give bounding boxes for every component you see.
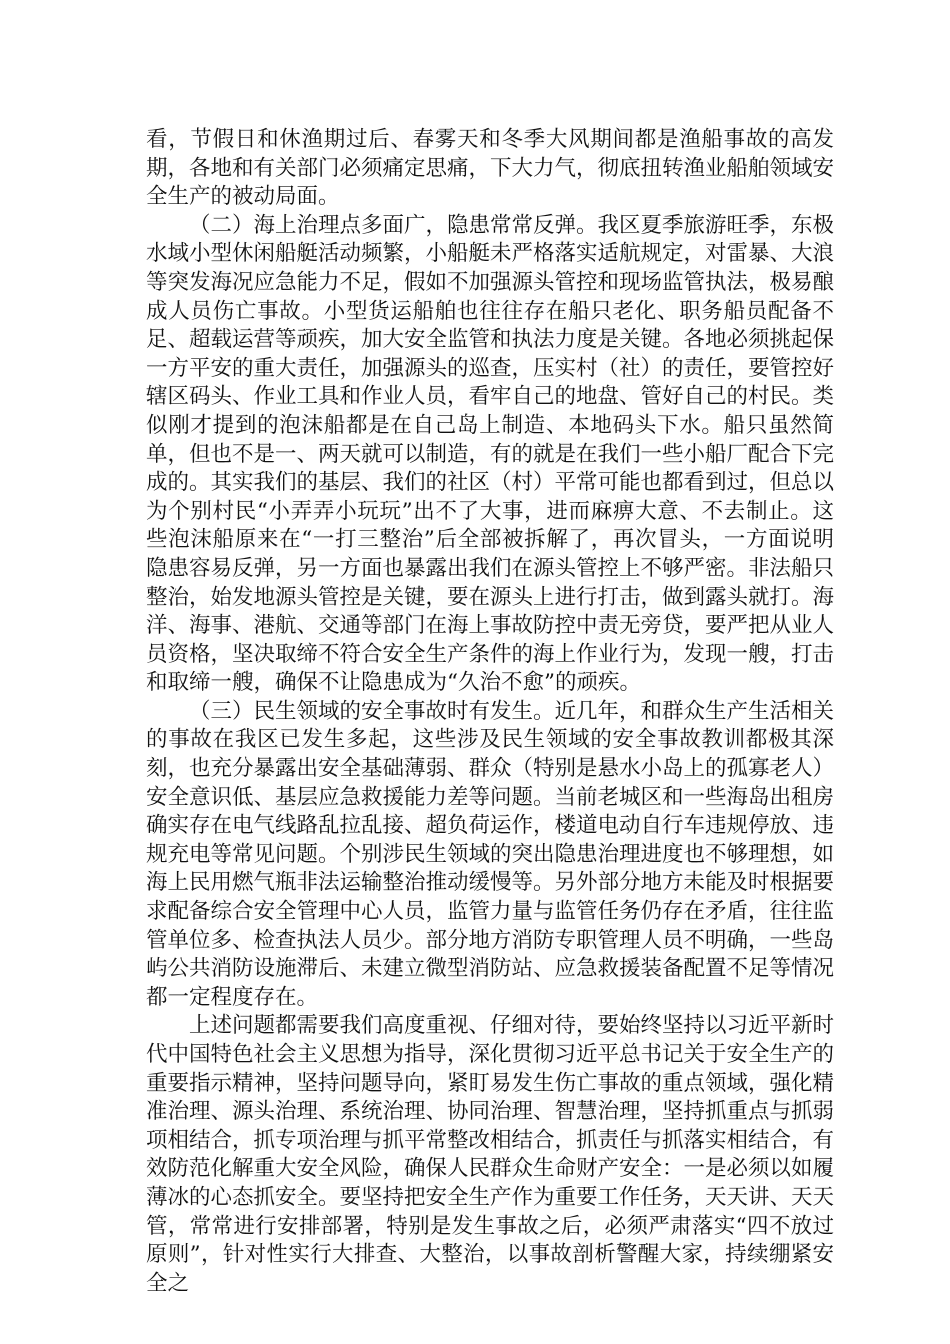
paragraph-maritime-governance: （二）海上治理点多面广，隐患常常反弹。我区夏季旅游旺季，东极水域小型休闲船艇活动频繁，小船艇未严格落实适航规定，对雷暴、大浪等突发海况应急能力不足，假如不加强源头管控和现场监管执法，极易酿成人员伤亡事故。小型货运船舶也往往存在船只老化、职务船员配备不足、超载运营等顽疾，加大安全监管和执法力度是关键。各地必须挑起保一方平安的重大责任，加强源头的巡查，压实村（社）的责任，要管控好辖区码头、作业工具和作业人员，看牢自己的地盘、管好自己的村民。类似刚才提到的泡沫船都是在自己岛上制造、本地码头下水。船只虽然简单，但也不是一、两天就可以制造，有的就是在我们一些小船厂配合下完成的。其实我们的基层、我们的社区（村）平常可能也都看到过，但总以为个别村民“小弄弄小玩玩”出不了大事，进而麻痹大意、不去制止。这些泡沫船原来在“一打三整治”后全部被拆解了，再次冒头，一方面说明隐患容易反弹，另一方面也暴露出我们在源头管控上不够严密。非法船只整治，始发地源头管控是关键，要在源头上进行打击，做到露头就打。海洋、海事、港航、交通等部门在海上事故防控中责无旁贷，要严把从业人员资格，坚决取缔不符合安全生产条件的海上作业行为，发现一艘，打击和取缔一艘，确保不让隐患成为“久治不愈”的顽疾。 — [146, 212, 835, 696]
paragraph-continuation: 看，节假日和休渔期过后、春雾天和冬季大风期间都是渔船事故的高发期，各地和有关部门必须痛定思痛，下大力气，彻底扭转渔业船舶领域安全生产的被动局面。 — [146, 127, 835, 210]
paragraph-requirements: 上述问题都需要我们高度重视、仔细对待，要始终坚持以习近平新时代中国特色社会主义思想为指导，深化贯彻习近平总书记关于安全生产的重要指示精神，坚持问题导向，紧盯易发生伤亡事故的重点领域，强化精准治理、源头治理、系统治理、协同治理、智慧治理，坚持抓重点与抓弱项相结合，抓专项治理与抓平常整改相结合，抓责任与抓落实相结合，有效防范化解重大安全风险，确保人民群众生命财产安全：一是必须以如履薄冰的心态抓安全。要坚持把安全生产作为重要工作任务，天天讲、天天管，常常进行安排部署，特别是发生事故之后，必须严肃落实“四不放过原则”，针对性实行大排查、大整治，以事故剖析警醒大家，持续绷紧安全之 — [146, 1013, 835, 1296]
document-page — [146, 126, 834, 1298]
paragraph-livelihood-safety: （三）民生领域的安全事故时有发生。近几年，和群众生产生活相关的事故在我区已发生多起，这些涉及民生领域的安全事故教训都极其深刻，也充分暴露出安全基础薄弱、群众（特别是悬水小岛上的孤寡老人）安全意识低、基层应急救援能力差等问题。当前老城区和一些海岛出租房确实存在电气线路乱拉乱接、超负荷运作，楼道电动自行车违规停放、违规充电等常见问题。个别涉民生领域的突出隐患治理进度也不够理想，如海上民用燃气瓶非法运输整治推动缓慢等。另外部分地方未能及时根据要求配备综合安全管理中心人员，监管力量与监管任务仍存在矛盾，往往监管单位多、检查执法人员少。部分地方消防专职管理人员不明确，一些岛屿公共消防设施滞后、未建立微型消防站、应急救援装备配置不足等情况都一定程度存在。 — [146, 698, 835, 1010]
